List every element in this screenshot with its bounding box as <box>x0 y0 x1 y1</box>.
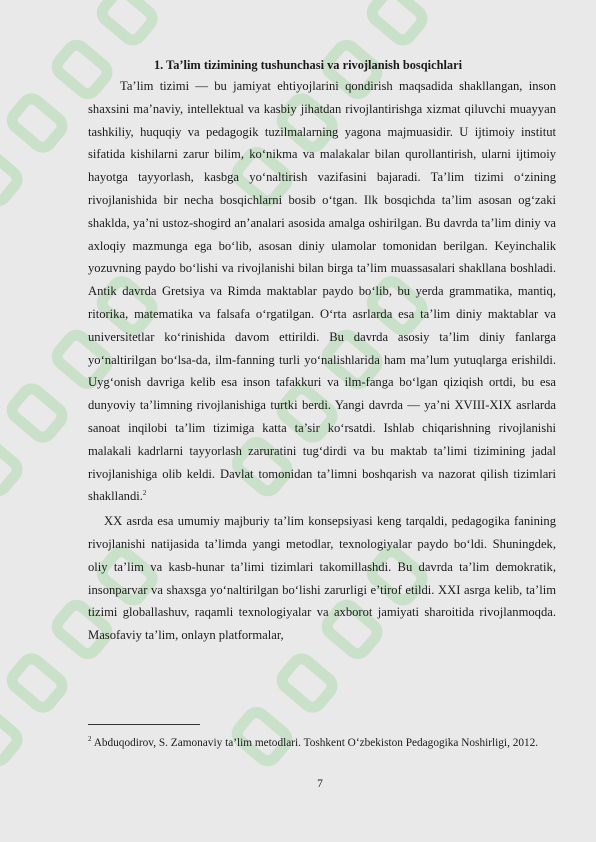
watermark-glyph <box>279 655 336 711</box>
page-number: 7 <box>317 778 323 790</box>
watermark-glyph <box>369 0 426 44</box>
footnote-marker: 2 <box>88 735 92 744</box>
footnote-separator <box>88 724 200 725</box>
body-text <box>88 75 556 647</box>
watermark-glyph <box>0 709 21 765</box>
watermark-glyph <box>0 439 21 495</box>
watermark-glyph <box>99 0 156 44</box>
watermark-glyph <box>9 385 66 441</box>
paragraph-2: XX asrda esa umumiy majburiy ta’lim konsepsiyasi keng tarqaldi, pedagogika fanining rivojlanishi natijasida ta’limda yangi metodlar, texnologiyalar paydo bo‘ldi. Shuningdek, oliy ta’lim va kasb-hunar ta’limi tizimlari takomillashdi. Bu davrda ta’lim demokratik, insonparvar va shaxsga yo‘naltirilgan bo‘lishi zarurligi e’tirof etildi. XXI asrga kelib, ta’lim tizimi globallashuv, raqamli texnologiyalar va axborot jamiyati sharoitida rivojlanmoqda. Masofaviy ta’lim, onlayn platformalar, <box>88 514 556 643</box>
paragraph-1 <box>88 75 556 508</box>
footnote-reference[interactable]: 2 <box>142 489 147 498</box>
section-heading: 1. Ta’lim tizimining tushunchasi va rivojlanish bosqichlari <box>153 58 463 72</box>
footnote <box>88 734 556 753</box>
watermark-glyph <box>9 95 66 151</box>
watermark-glyph <box>0 149 21 205</box>
footnote-text: Abduqodirov, S. Zamonaviy ta’lim metodlari. Toshkent O‘zbekiston Pedagogika Noshirligi, 2012. <box>91 737 539 749</box>
watermark-glyph <box>9 655 66 711</box>
paragraph-1-text: Ta’lim tizimi — bu jamiyat ehtiyojlarini qondirish maqsadida shakllangan, inson shaxsini ma’naviy, intellektual va kasbiy jihatdan rivojlantirishga xizmat qiluvchi muayyan tashkiliy, huquqiy va pedagogik tuzilmalarning yagona majmuasidir. U ijtimoiy institut sifatida kishilarni zarur bilim, ko‘nikma va malakalar bilan qurollantirish, ularni ijtimoiy hayotga tayyorlash, kasbga yo‘naltirish vazifasini bajaradi. Ta’lim tizimi o‘zining rivojlanishida bir necha bosqichlarni bosib o‘tgan. Ilk bosqichda ta’lim asosan og‘zaki shaklda, ya’ni ustoz-shogird an’analari asosida amalga oshirilgan. Bu davrda ta’lim diniy va axloqiy mazmunga ega bo‘lib, asosan diniy ulamolar tomonidan berilgan. Keyinchalik yozuvning paydo bo‘lishi va rivojlanishi bilan birga ta’lim muassasalari shakllana boshladi. Antik davrda Gretsiya va Rimda maktablar paydo bo‘lib, bu yerda grammatika, mantiq, ritorika, matematika va falsafa o‘rgatilgan. O‘rta asrlarda esa ta’lim diniy maktablar va universitetlar ko‘rinishida davom ettirildi. Bu davrda asosiy ta’lim diniy fanlarga yo‘naltirilgan bo‘lsa-da, ilm-fanning turli yo‘nalishlarida ham ma’lum yutuqlarga erishildi. Uyg‘onish davriga kelib esa inson tafakkuri va ilm-fanga bo‘lgan qiziqish ortdi, bu esa dunyoviy ta’limning rivojlanishiga turtki berdi. Yangi davrda — ya’ni XVIII-XIX asrlarda sanoat inqilobi ta’lim tizimiga katta ta’sir ko‘rsatdi. Ishlab chiqarishning rivojlanishi malakali kadrlarni tayyorlash zaruratini tug‘dirdi va bu maktab ta’limi tizimining jadal rivojlanishiga olib keldi. Davlat tomonidan ta’limni boshqarish va nazorat qilish tizimlari shakllandi. <box>88 79 556 504</box>
